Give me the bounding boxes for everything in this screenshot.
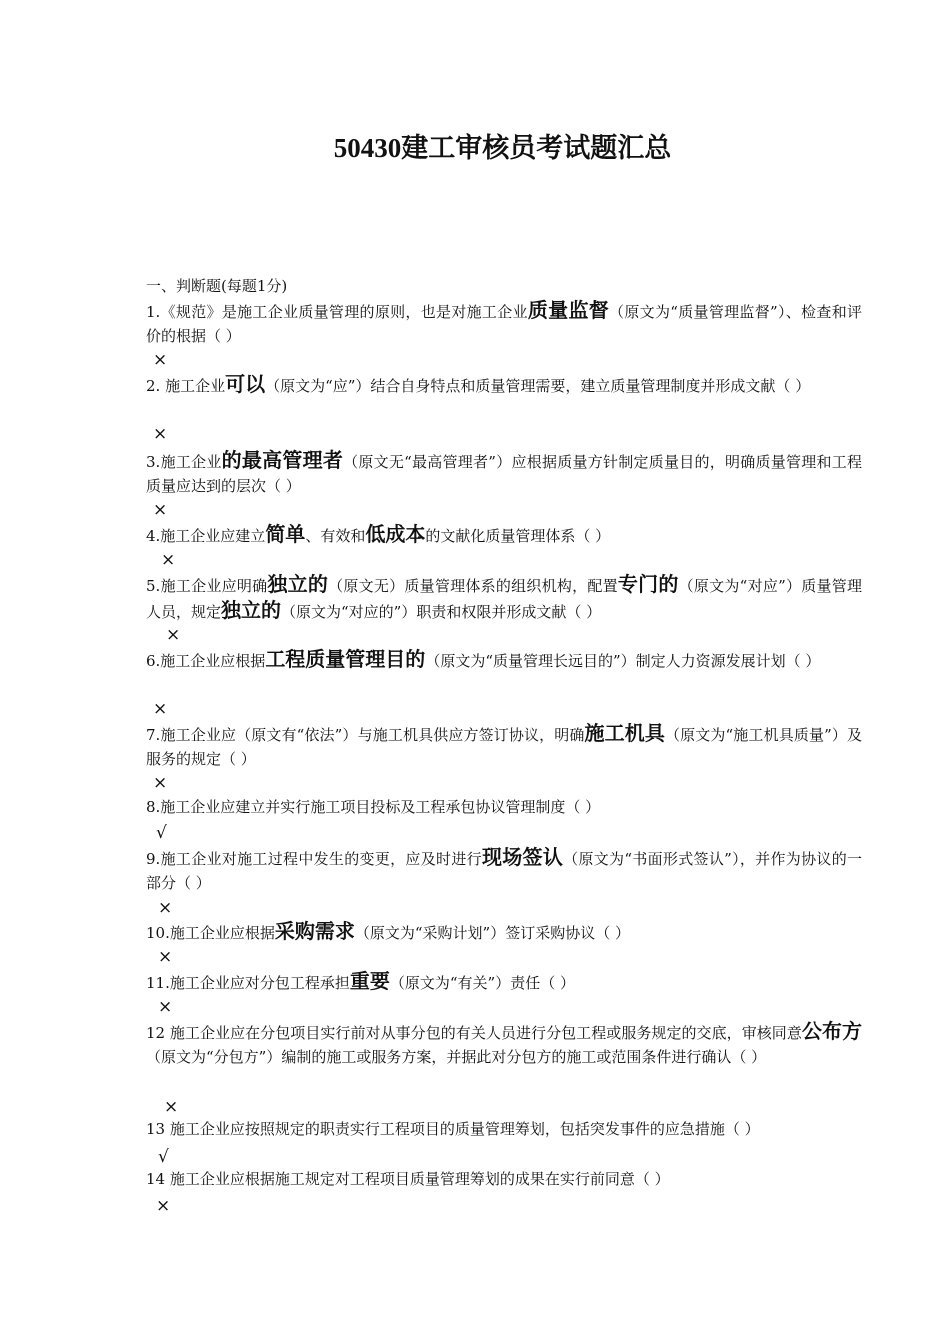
question-text [146,1117,862,1141]
answer-mark: √ [158,1147,169,1167]
answer-mark: × [158,947,173,967]
question-segment: （原文为“书面形式签认”），并作为协议的一部分（ ） [146,850,862,892]
question-text [146,372,862,398]
question-segment: 8.施工企业应建立并实行施工项目投标及工程承包协议管理制度（ ） [146,798,601,816]
emphasized-term: 重要 [349,969,390,993]
question-segment: 、有效和 [305,527,366,545]
emphasized-term: 可以 [225,372,266,396]
emphasized-term: 专门的 [617,572,679,596]
question-text [146,572,862,624]
question-segment: （原文无“最高管理者”）应根据质量方针制定质量目的，明确质量管理和工程质量应达到的层次（ ） [146,453,863,495]
question-text [146,647,862,673]
question-segment: 7.施工企业应（原文有“依法”）与施工机具供应方签订协议，明确 [146,726,585,744]
question-segment: （原文为“质量管理长远目的”）制定人力资源发展计划（ ） [425,652,821,670]
question-segment: （原文为“质量管理监督”）、检查和评价的根据（ ） [146,303,862,345]
question-text [146,448,862,498]
question-text [146,522,862,548]
question-segment: （原文为“采购计划”）签订采购协议（ ） [354,924,630,942]
answer-mark: × [153,500,168,520]
question-segment: 12 施工企业应在分包项目实行前对从事分包的有关人员进行分包工程或服务规定的交底，审核同意 [146,1024,802,1042]
answer-mark: × [166,625,181,645]
emphasized-term: 现场签认 [481,845,564,869]
question-text [146,721,862,771]
answer-mark: × [153,699,168,719]
emphasized-term: 的最高管理者 [221,448,344,472]
question-text [146,845,862,895]
question-segment: 9.施工企业对施工过程中发生的变更，应及时进行 [146,850,482,868]
answer-mark: × [158,898,173,918]
question-text [146,969,862,995]
question-text [146,298,862,348]
emphasized-term: 独立的 [267,572,329,596]
question-segment: 3.施工企业 [146,453,222,471]
question-segment: 4.施工企业应建立 [146,527,266,545]
page-title: 50430建工审核员考试题汇总 [333,133,672,163]
answer-mark: × [153,424,168,444]
question-segment: （原文无）质量管理体系的组织机构，配置 [328,577,618,595]
question-segment: 的文献化质量管理体系（ ） [425,527,611,545]
emphasized-term: 公布方 [801,1019,862,1043]
question-segment: （原文为“对应的”）职责和权限并形成文献（ ） [281,603,602,621]
question-segment: （原文为“有关”）责任（ ） [389,974,575,992]
question-segment: （原文为“对应”）质量管理人员，规定 [146,577,863,621]
question-segment: 2. 施工企业 [146,377,226,395]
question-segment: （原文为“分包方”）编制的施工或服务方案，并据此对分包方的施工或范围条件进行确认（ ） [146,1048,767,1066]
question-segment: 13 施工企业应按照规定的职责实行工程项目的质量管理筹划，包括突发事件的应急措施（ ） [146,1120,760,1138]
emphasized-term: 低成本 [365,522,426,546]
answer-mark: × [161,550,176,570]
emphasized-term: 质量监督 [527,298,610,322]
question-text [146,795,862,819]
emphasized-term: 独立的 [221,598,282,622]
question-segment: （原文为“应”）结合自身特点和质量管理需要，建立质量管理制度并形成文献（ ） [265,377,811,395]
answer-mark: × [158,997,173,1017]
emphasized-term: 采购需求 [274,919,355,943]
question-segment: 1.《规范》是施工企业质量管理的原则，也是对施工企业 [146,303,528,321]
question-segment: 6.施工企业应根据 [146,652,266,670]
question-text [146,1019,862,1069]
emphasized-term: 工程质量管理目的 [265,647,426,671]
question-segment: 11.施工企业应对分包工程承担 [146,974,350,992]
emphasized-term: 施工机具 [584,721,665,745]
question-segment: 10.施工企业应根据 [146,924,275,942]
question-segment: 5.施工企业应明确 [146,577,268,595]
answer-mark: × [164,1097,179,1117]
section-heading: 一、判断题(每题1分) [146,277,288,295]
emphasized-term: 简单 [265,522,306,546]
question-segment: （原文为“施工机具质量”）及服务的规定（ ） [146,726,862,768]
question-text [146,919,862,945]
question-segment: 14 施工企业应根据施工规定对工程项目质量管理筹划的成果在实行前同意（ ） [146,1170,670,1188]
answer-mark: × [156,1196,171,1216]
answer-mark: √ [156,823,167,843]
answer-mark: × [153,773,168,793]
question-text [146,1167,862,1191]
answer-mark: × [153,350,168,370]
